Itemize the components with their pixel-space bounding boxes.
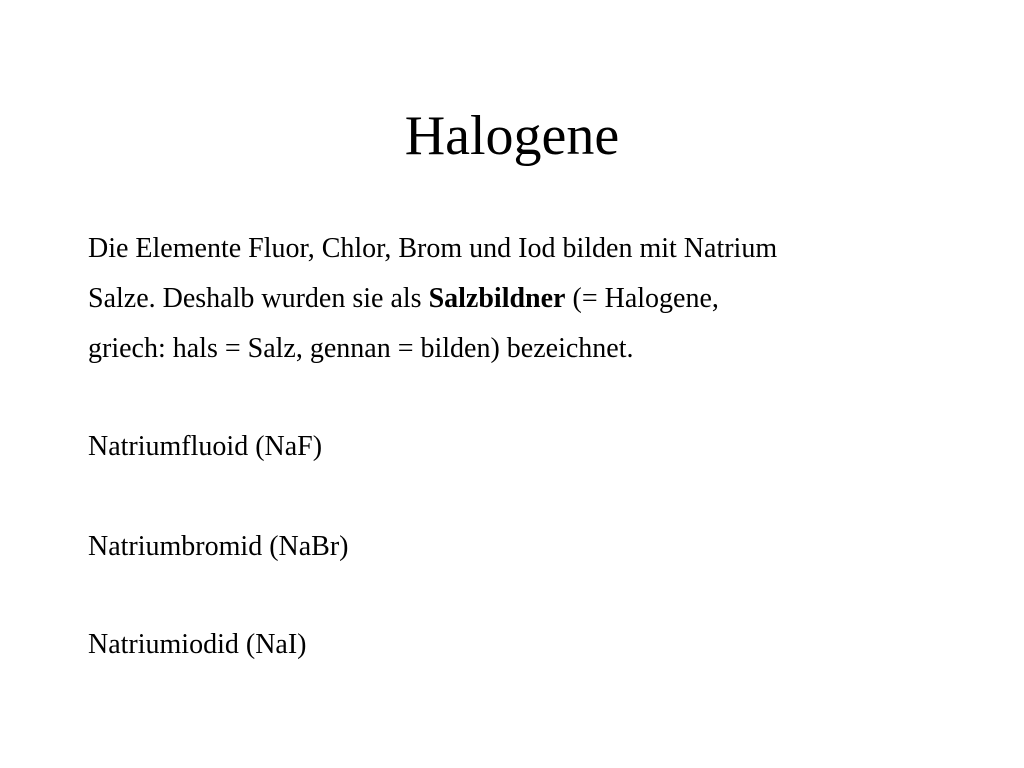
intro-line-2-after: (= Halogene,	[565, 283, 719, 314]
intro-line-2-before: Salze. Deshalb wurden sie als	[88, 283, 429, 314]
salt-item-nabr: Natriumbromid (NaBr)	[88, 531, 349, 562]
salt-item-nai: Natriumiodid (NaI)	[88, 629, 307, 660]
salt-item-naf: Natriumfluoid (NaF)	[88, 431, 323, 462]
intro-bold-term: Salzbildner	[428, 283, 566, 314]
intro-line-3: griech: hals = Salz, gennan = bilden) bezeichnet.	[88, 333, 634, 364]
intro-line-1: Die Elemente Fluor, Chlor, Brom und Iod bilden mit Natrium	[88, 233, 778, 264]
slide-title: Halogene	[404, 105, 620, 167]
slide-body	[88, 224, 968, 670]
intro-paragraph	[88, 224, 968, 374]
